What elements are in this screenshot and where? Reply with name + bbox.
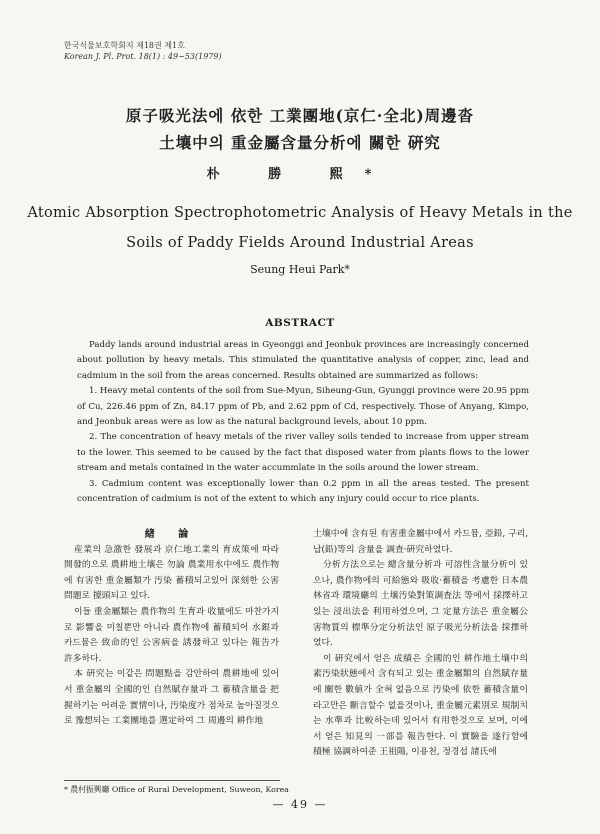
body-paragraph: 産業의 急激한 發展과 京仁地工業의 育成策에 따라 開發的으로 農耕地土壤은 勿論 農業用水中에도 農作物에 有害한 重金屬類가 汚染 蓄積되고있어 深刻한 公害問題로 擡頭되고 있다.	[64, 544, 279, 602]
footnote-divider	[64, 780, 280, 781]
body-left-column	[64, 527, 279, 730]
footnote-affiliation: * 農村振興廳 Office of Rural Development, Suweon, Korea	[64, 785, 289, 794]
journal-citation-en: Korean J. Pl. Prot. 18(1) : 49~53(1979)	[64, 52, 222, 61]
author-english: Seung Heui Park*	[250, 263, 350, 276]
body-paragraph: 本 硏究는 이같은 問題點을 감안하여 農耕地에 있어서 重金屬의 全國的인 自然賦存量과 그 蓄積含量을 把握하기는 어려운 實情이나, 汚染度가 점차로 높아질것으로 豫想되는 工業團地를 選定하여 그 周邊의 耕作地	[64, 669, 279, 727]
abstract-body	[77, 338, 529, 507]
abstract-paragraph: 1. Heavy metal contents of the soil from Sue-Myun, Siheung-Gun, Gyunggi province were 20.95 ppm of Cu, 226.46 ppm of Zn, 84.17 ppm of Pb, and 2.62 ppm of Cd, respectively. Those of Anyang, Kimpo, and Jeonbuk areas were as low as the natural background levels, about 10 ppm.	[77, 386, 530, 428]
author-korean: 朴 勝 熙*	[206, 167, 394, 182]
section-heading-introduction: 緖 論	[144, 529, 199, 540]
abstract-paragraph: Paddy lands around industrial areas in Gyeonggi and Jeonbuk provinces are increasingly concerned about pollution by heavy metals. This stimulated the quantitative analysis of copper, zinc, lead and cadmium in the soil from the areas concerned. Results obtained are summarized as follows:	[77, 340, 529, 381]
journal-name-ko: 한국식물보호학회지 제18권 제1호	[64, 41, 185, 50]
journal-header	[64, 40, 222, 62]
body-paragraph: 이들 重金屬類는 農作物의 生育과 收量에도 마찬가지로 影響을 미칠뿐만 아니라 農作物에 蓄積되어 水銀과 카드뮴은 致命的인 公害病을 誘發하고 있다는 報告가 許多하다.	[64, 606, 279, 664]
abstract-paragraph: 2. The concentration of heavy metals of the river valley soils tended to increase from upper stream to the lower. This seemed to be caused by the fact that disposed water from plants flows to the lower stream and metals contained in the water accummlate in the soils around the lower stream.	[77, 432, 529, 474]
body-paragraph: 分析方法으로는 總含量分析과 可溶性含量分析이 있으나, 農作物에의 可給態와 吸收·蓄積을 考慮한 日本農林省과 環境廳의 土壤汚染對策調査法 等에서 採擇하고 있는 浸出法을 利用하였으며, 그 定量方法은 重金屬公害物質의 標準分定分析法인 原子吸光分析法을 採擇하였다.	[313, 560, 528, 649]
abstract-paragraph: 3. Cadmium content was exceptionally lower than 0.2 ppm in all the areas tested. The present concentration of cadmium is not of the extent to which any injury could occur to rice plants.	[77, 478, 529, 505]
abstract-heading: ABSTRACT	[265, 317, 335, 329]
body-right-column	[313, 527, 528, 761]
title-english-line-2: Soils of Paddy Fields Around Industrial Areas	[126, 235, 474, 251]
page-number: — 49 —	[272, 798, 328, 811]
title-korean-line-1: 原子吸光法에 依한 工業團地(京仁·全北)周邊沓	[125, 106, 475, 125]
body-paragraph: 이 硏究에서 얻은 成績은 全國的인 耕作地土壤中의 素汚染狀態에서 含有되고 있는 重金屬類의 自然賦存量에 關한 數値가 全혀 없음으로 汚染에 依한 蓄積含量이라고만은 斷言할수 없을것이나, 重金屬元素別로 規制치는 水準과 比較하는데 있어서 有用한것으로 보며, 이에서 얻은 知見의 一部를 報告한다. 이 實驗을 遂行함에 積極 協調하여준 王祖陽, 이용천, 정경섭 諸氏에	[313, 653, 528, 758]
body-paragraph: 土壤中에 含有된 有害重金屬中에서 카드뮴, 亞鉛, 구리, 납(鉛)等의 含量을 調査·硏究하였다.	[313, 529, 528, 555]
title-korean-line-2: 土壤中의 重金屬含量分析에 關한 硏究	[159, 133, 441, 152]
title-english-line-1: Atomic Absorption Spectrophotometric Analysis of Heavy Metals in the	[27, 205, 573, 221]
